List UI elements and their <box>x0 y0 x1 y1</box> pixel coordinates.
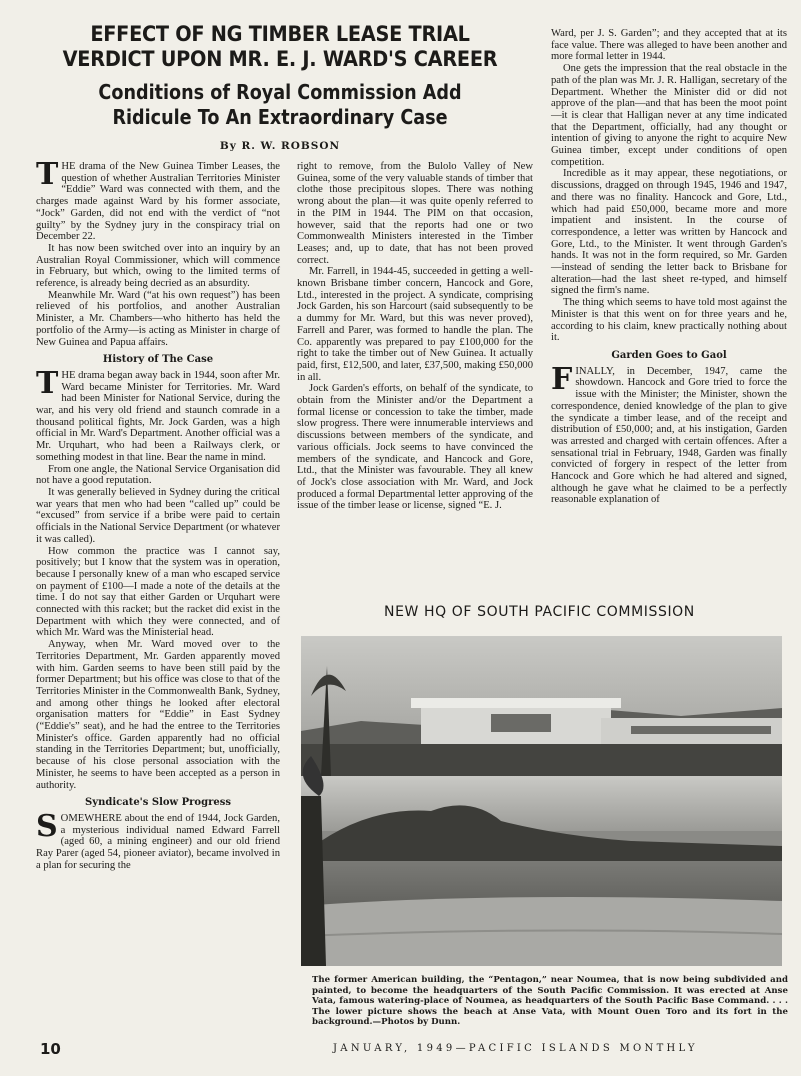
photo <box>301 636 782 966</box>
paragraph: It has now been switched over into an inquiry by an Australian Royal Commissioner, which will commence in February, but which, owing to the limited terms of reference, is already being decried as an absurdity. <box>36 242 280 290</box>
photo-caption: The former American building, the “Pentagon,” near Noumea, that is now being subdivided and painted, to become the headquarters of the South Pacific Commission. It was erected at Anse Vata, famous watering-place of Noumea, as headquarters of the South Pacific Base Command. . . . The lower picture shows the beach at Anse Vata, with Mount Ouen Toro and its fort in the background.—Photos by Dunn. <box>312 975 788 1028</box>
paragraph: Ward, per J. S. Garden”; and they accepted that at its face value. There was alleged to have been another and more formal letter in 1944. <box>551 28 787 63</box>
paragraph: From one angle, the National Service Organisation did not have a good reputation. <box>36 463 280 487</box>
drop-cap: S <box>36 808 58 844</box>
footer-publication: JANUARY, 1949—PACIFIC ISLANDS MONTHLY <box>333 1043 698 1054</box>
section-heading: Garden Goes to Gaol <box>611 349 727 361</box>
paragraph: It was generally believed in Sydney during the critical war years that men who had been “called up” could be “excused” from service if a bribe were paid to certain officials in the National Service Department (or whatever it was called). <box>36 486 280 545</box>
drop-cap: F <box>551 361 573 397</box>
paragraph: Jock Garden's efforts, on behalf of the syndicate, to obtain from the Minister and/or the Department a formal license or concession to take the timber, made slow progress. There were innumerable interviews and discussions between members of the syndicate, and various officials. Jock seems to have convinced the members of the syndicate, and Hancock and Gore, Ltd., that the Minister was favourable. They all knew of Jock's close association with Mr. Ward, and Jock produced a formal Departmental letter approving of the issue of the timber lease or license, signed “E. J. <box>297 383 533 512</box>
section-heading: Syndicate's Slow Progress <box>85 797 231 809</box>
paragraph: Meanwhile Mr. Ward (“at his own request”) has been relieved of his portfolios, and another Australian Minister, a Mr. Chambers—who hitherto has held the portfolio of the Army—is acting as Minister in charge of New Guinea and Papua affairs. <box>36 289 280 348</box>
paragraph: right to remove, from the Bulolo Valley of New Guinea, some of the very valuable stands of timber that clothe those precipitous slopes. There was nothing wrong about the plan—it was quite openly referred to in the PIM in 1944. The PIM on that occasion, however, said that the reports had one or two Commonwealth Ministers interested in the Timber Leases; and, up to date, that has not been proved correct. <box>297 161 533 266</box>
paragraph: THE drama of the New Guinea Timber Leases, the question of whether Australian Territories Minister “Eddie” Ward was connected with them, and the charges made against Ward by his former associate, “Jock” Garden, did not end with the verdict of “not guilty” by the Sydney jury in the conspiracy trial on December 22. <box>36 157 280 243</box>
paragraph: THE drama began away back in 1944, soon after Mr. Ward became Minister for Territories. Mr. Ward had been Minister for National Service, during the war, and his very old friend and staunch comrade in a thousand political fights, Mr. Jock Garden, was a high official in Mr. Ward's Department. Another official was a Mr. Urquhart, who had been a Railways clerk, or something modest in that line. Bear the name in mind. <box>36 365 280 463</box>
paragraph: SOMEWHERE about the end of 1944, Jock Garden, a mysterious individual named Edward Farrell (aged 60, a mining engineer) and our old friend Ray Parer (aged 54, pioneer aviator), became involved in a plan for securing the <box>36 808 280 871</box>
article-title: EFFECT OF NG TIMBER LEASE TRIAL VERDICT UPON MR. E. J. WARD'S CAREER <box>62 22 498 71</box>
paragraph: Incredible as it may appear, these negotiations, or discussions, dragged on through 1945, 1946 and 1947, and there was no finality. Hancock and Gore, Ltd., which had paid £50,000, became more and more impatient and insistent. In the course of correspondence, a letter was written by Hancock and Gore, Ltd., to the Minister. It went through Garden's hands. It was not in the form required, so Mr. Garden—instead of sending the letter back to Brisbane for alteration—had the last sheet re-typed, and himself signed the firm's name. <box>551 168 787 297</box>
section-heading: History of The Case <box>102 354 214 366</box>
column-1 <box>36 157 280 871</box>
drop-cap: T <box>36 365 59 401</box>
article-subtitle: Conditions of Royal Commission Add Ridicule To An Extraordinary Case <box>98 80 462 129</box>
page-number: 10 <box>40 1040 61 1058</box>
paragraph: Mr. Farrell, in 1944-45, succeeded in getting a well-known Brisbane timber concern, Hancock and Gore, Ltd., interested in the project. A syndicate, comprising Jock Garden, his son Harcourt (said subsequently to be a dummy for Mr. Ward, but this was never proved), Farrell and Parer, was formed to handle the plan. The Co. apparently was prepared to pay £100,000 for the right to take the timber out of New Guinea. It actually paid, first, £12,500, and later, £37,500, making £50,000 in all. <box>297 266 533 383</box>
paragraph: How common the practice was I cannot say, positively; but I know that the system was in operation, because I personally knew of a man who escaped service on payment of £100—I made a note of the details at the time. I do not say that either Garden or Urquhart were connected with this racket; but the racket did exist in the Department with which they were connected, and of which Mr. Ward was the Ministerial head. <box>36 545 280 639</box>
drop-cap: T <box>36 157 59 192</box>
paragraph: FINALLY, in December, 1947, came the showdown. Hancock and Gore tried to force the issue with the Minister; the Minister, shown the correspondence, denied knowledge of the plan to give the syndicate a timber lease, and of the receipt and distribution of £50,000; and, at his instigation, Garden was arrested and charged with certain offences. After a sensational trial in February, 1948, Garden was finally convicted of forgery in respect of the letter from Hancock and Gore which he had altered and signed, although he gave what he claimed to be a perfectly reasonable explanation of <box>551 361 787 506</box>
paragraph: The thing which seems to have told most against the Minister is that this went on for three years and he, according to his claim, knew practically nothing about it. <box>551 297 787 344</box>
paragraph: Anyway, when Mr. Ward moved over to the Territories Department, Mr. Garden apparently moved with him. Garden seems to have been still paid by the former Department; but his office was close to that of the Territories Minister in the Commonwealth Bank, Sydney, and among other things he looked after electoral organisation matters for “Eddie” in East Sydney (“Eddie's” seat), and he had the entree to the Territories Minister's office. Garden apparently had no official standing in the Territories Department; but, unofficially, because of his close personal association with the Minister, he seems to have been accepted as a person in authority. <box>36 639 280 791</box>
column-3 <box>551 28 787 506</box>
paragraph: One gets the impression that the real obstacle in the path of the plan was Mr. J. R. Halligan, secretary of the Department. Whether the Minister did or did not approve of the plan—and that has been the moot point—it is clear that Halligan never at any time indicated that the Department, officially, had any thought or intention of giving to anyone the right to acquire New Guinea timber, except under conditions of open competition. <box>551 63 787 168</box>
column-2 <box>297 161 533 512</box>
photo-title: NEW HQ OF SOUTH PACIFIC COMMISSION <box>384 604 695 620</box>
photo-image <box>301 636 782 966</box>
article-headline <box>30 22 530 152</box>
byline: By R. W. ROBSON <box>219 140 341 152</box>
